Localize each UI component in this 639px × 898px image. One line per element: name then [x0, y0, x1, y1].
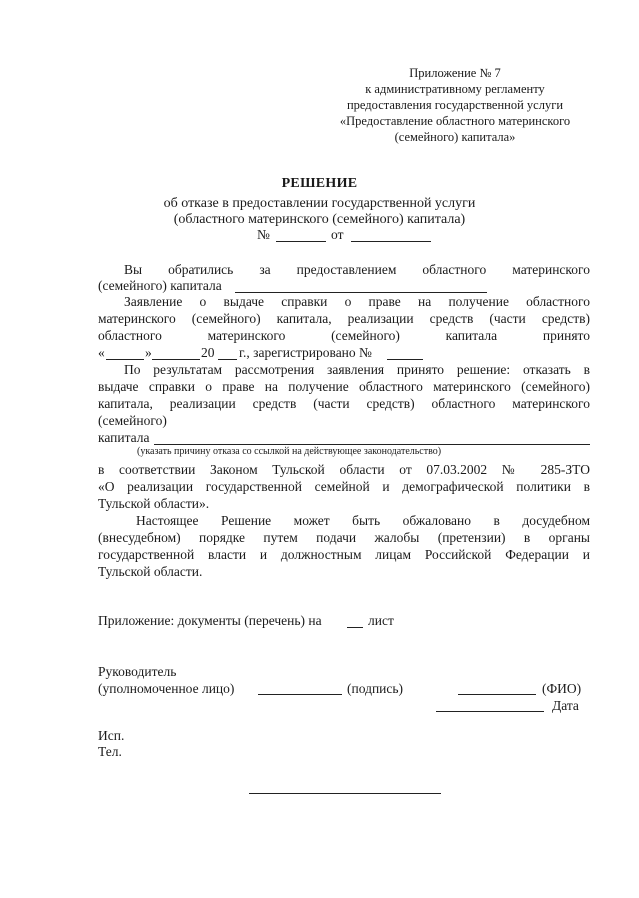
para1-line2: (семейного) капитала: [98, 278, 222, 293]
sheets-count-blank: [347, 627, 363, 628]
appendix-line-5: (семейного) капитала»: [394, 130, 516, 144]
appendix-number: Приложение № 7: [409, 66, 501, 80]
para5-line3: государственной власти и должностным лицам Российской Федерации и: [98, 547, 590, 562]
para4-line1: в соответствии Законом Тульской области от 07.03.2002 № 285-ЗТО: [98, 462, 590, 477]
appendix-line-3: предоставления государственной услуги: [346, 98, 564, 112]
day-blank: [106, 359, 144, 360]
capital-blank-1: [235, 292, 487, 293]
date-close-quote: »: [145, 345, 152, 360]
appendix-line-4: «Предоставление областного материнского: [339, 114, 571, 128]
date-label: Дата: [552, 698, 579, 713]
head-label: Руководитель: [98, 664, 177, 679]
signature-blank: [258, 694, 342, 695]
appendix-header: [330, 65, 580, 145]
executor-label: Исп.: [98, 728, 125, 743]
para2-line2: материнского (семейного) капитала, реализации средств (части средств): [98, 311, 590, 326]
para4-line2: «О реализации государственной семейной и демографической политики в: [98, 479, 590, 494]
para5-line2: (внесудебном) порядке путем подачи жалобы (претензии) в органы: [98, 530, 590, 545]
authorized-person-label: (уполномоченное лицо): [98, 681, 235, 696]
date-blank: [351, 241, 431, 242]
para3-line4: (семейного): [98, 413, 167, 428]
para2-line1: Заявление о выдаче справки о праве на получение областного: [124, 294, 590, 309]
refusal-reason-note: (указать причину отказа со ссылкой на действующее законодательство): [137, 446, 442, 457]
full-name-blank: [458, 694, 536, 695]
appendix-line-2: к административному регламенту: [365, 82, 545, 96]
document-subtitle-2: (областного материнского (семейного) капитала): [173, 212, 466, 227]
bottom-divider: [249, 793, 441, 794]
registered-label: г., зарегистрировано №: [239, 345, 372, 360]
refusal-reason-blank: [154, 444, 590, 445]
full-name-label: (ФИО): [542, 681, 582, 696]
para3-line2: выдаче справки о праве на получение областного материнского (семейного): [98, 379, 590, 394]
date-open-quote: «: [98, 345, 105, 360]
para1-line1: Вы обратились за предоставлением областного материнского: [124, 262, 590, 277]
number-label: №: [257, 227, 270, 242]
signature-label: (подпись): [347, 681, 404, 696]
month-blank: [152, 359, 200, 360]
number-blank: [276, 241, 326, 242]
year-prefix: 20: [201, 345, 215, 360]
para3-line1: По результатам рассмотрения заявления принято решение: отказать в: [124, 362, 590, 377]
year-blank: [218, 359, 237, 360]
registration-number-blank: [387, 359, 423, 360]
phone-label: Тел.: [98, 744, 122, 759]
date-signature-blank: [436, 711, 544, 712]
para3-line3: капитала, реализации средств (части средств) областного материнского: [98, 396, 590, 411]
para4-line3: Тульской области».: [98, 496, 210, 511]
attachment-sheets-label: лист: [368, 613, 394, 628]
para3-line5: капитала: [98, 430, 150, 445]
document-title: РЕШЕНИЕ: [281, 176, 358, 191]
attachment-label: Приложение: документы (перечень) на: [98, 613, 322, 628]
document-subtitle-1: об отказе в предоставлении государственной услуги: [163, 196, 476, 211]
para5-line1: Настоящее Решение может быть обжаловано в досудебном: [136, 513, 590, 528]
para2-line3: областного материнского (семейного) капитала принято: [98, 328, 590, 343]
from-label: от: [331, 227, 344, 242]
para5-line4: Тульской области.: [98, 564, 203, 579]
